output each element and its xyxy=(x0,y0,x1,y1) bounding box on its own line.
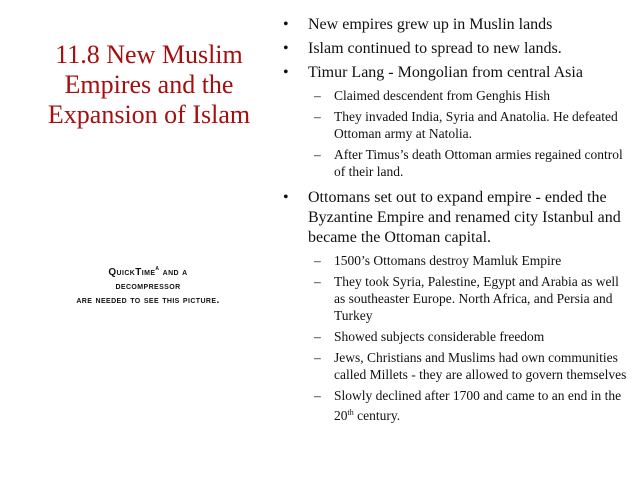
sub-bullet-item xyxy=(278,328,630,345)
sub-bullet-dash: – xyxy=(314,350,321,365)
placeholder-and-a: and a xyxy=(159,267,188,278)
bullet-item xyxy=(278,15,630,35)
sub-bullet-dash: – xyxy=(314,109,321,124)
sub-bullet-item xyxy=(278,108,630,142)
sub-bullet-item xyxy=(278,349,630,383)
sub-bullet-item xyxy=(278,273,630,324)
sub-bullet-text: Claimed descendent from Genghis Hish xyxy=(334,88,550,103)
bullet-mark: • xyxy=(283,40,289,57)
bullet-item xyxy=(278,63,630,83)
sub-bullet-text: They took Syria, Palestine, Egypt and Arabia as well as southeaster Europe. North Africa, and Persia and Turkey xyxy=(334,274,619,323)
bullet-item xyxy=(278,39,630,59)
bullet-text: Timur Lang - Mongolian from central Asia xyxy=(308,64,583,81)
sub-bullet-text-after: century. xyxy=(353,408,401,423)
placeholder-line-2: decompressor xyxy=(115,281,181,292)
sub-bullet-dash: – xyxy=(314,88,321,103)
bullet-list xyxy=(278,15,630,424)
sub-bullet-text: Jews, Christians and Muslims had own communities called Millets - they are allowed to govern themselves xyxy=(334,350,627,382)
sub-bullet-dash: – xyxy=(314,274,321,289)
sub-bullet-item xyxy=(278,146,630,180)
bullet-mark: • xyxy=(283,64,289,81)
bullet-item xyxy=(278,188,630,248)
placeholder-line-3: are needed to see this picture. xyxy=(76,295,220,306)
sub-bullet-dash: – xyxy=(314,147,321,162)
placeholder-line-1 xyxy=(18,262,278,280)
sub-bullet-dash: – xyxy=(314,253,321,268)
bullet-mark: • xyxy=(283,189,289,206)
superscript-th: th xyxy=(347,408,354,417)
sub-bullet-item xyxy=(278,87,630,104)
quicktime-placeholder xyxy=(18,262,278,308)
bullet-text: Ottomans set out to expand empire - ended the Byzantine Empire and renamed city Istanbul and became the Ottoman capital. xyxy=(308,189,621,246)
sub-bullet-dash: – xyxy=(314,329,321,344)
sub-bullet-text xyxy=(334,388,621,423)
sub-bullet-dash: – xyxy=(314,388,321,403)
sub-bullet-text-before: Slowly declined after 1700 and came to an end in the 20 xyxy=(334,388,622,423)
bullet-text: New empires grew up in Muslin lands xyxy=(308,16,553,33)
sub-bullet-text: 1500’s Ottomans destroy Mamluk Empire xyxy=(334,253,562,268)
sub-bullet-item xyxy=(278,387,630,424)
sub-bullet-text: After Timus’s death Ottoman armies regained control of their land. xyxy=(334,147,623,179)
sub-bullet-text: They invaded India, Syria and Anatolia. He defeated Ottoman army at Natolia. xyxy=(334,109,618,141)
placeholder-superscript: a xyxy=(155,265,160,272)
sub-bullet-item xyxy=(278,252,630,269)
title-line-3: Expansion of Islam xyxy=(47,100,251,129)
sub-bullet-text: Showed subjects considerable freedom xyxy=(334,329,545,344)
slide-title xyxy=(40,40,258,130)
bullet-text: Islam continued to spread to new lands. xyxy=(308,40,562,57)
bullet-mark: • xyxy=(283,16,289,33)
title-line-2: Empires and the xyxy=(64,70,234,99)
title-line-1: 11.8 New Muslim xyxy=(55,40,243,69)
placeholder-quicktime: QuickTime xyxy=(108,267,156,278)
